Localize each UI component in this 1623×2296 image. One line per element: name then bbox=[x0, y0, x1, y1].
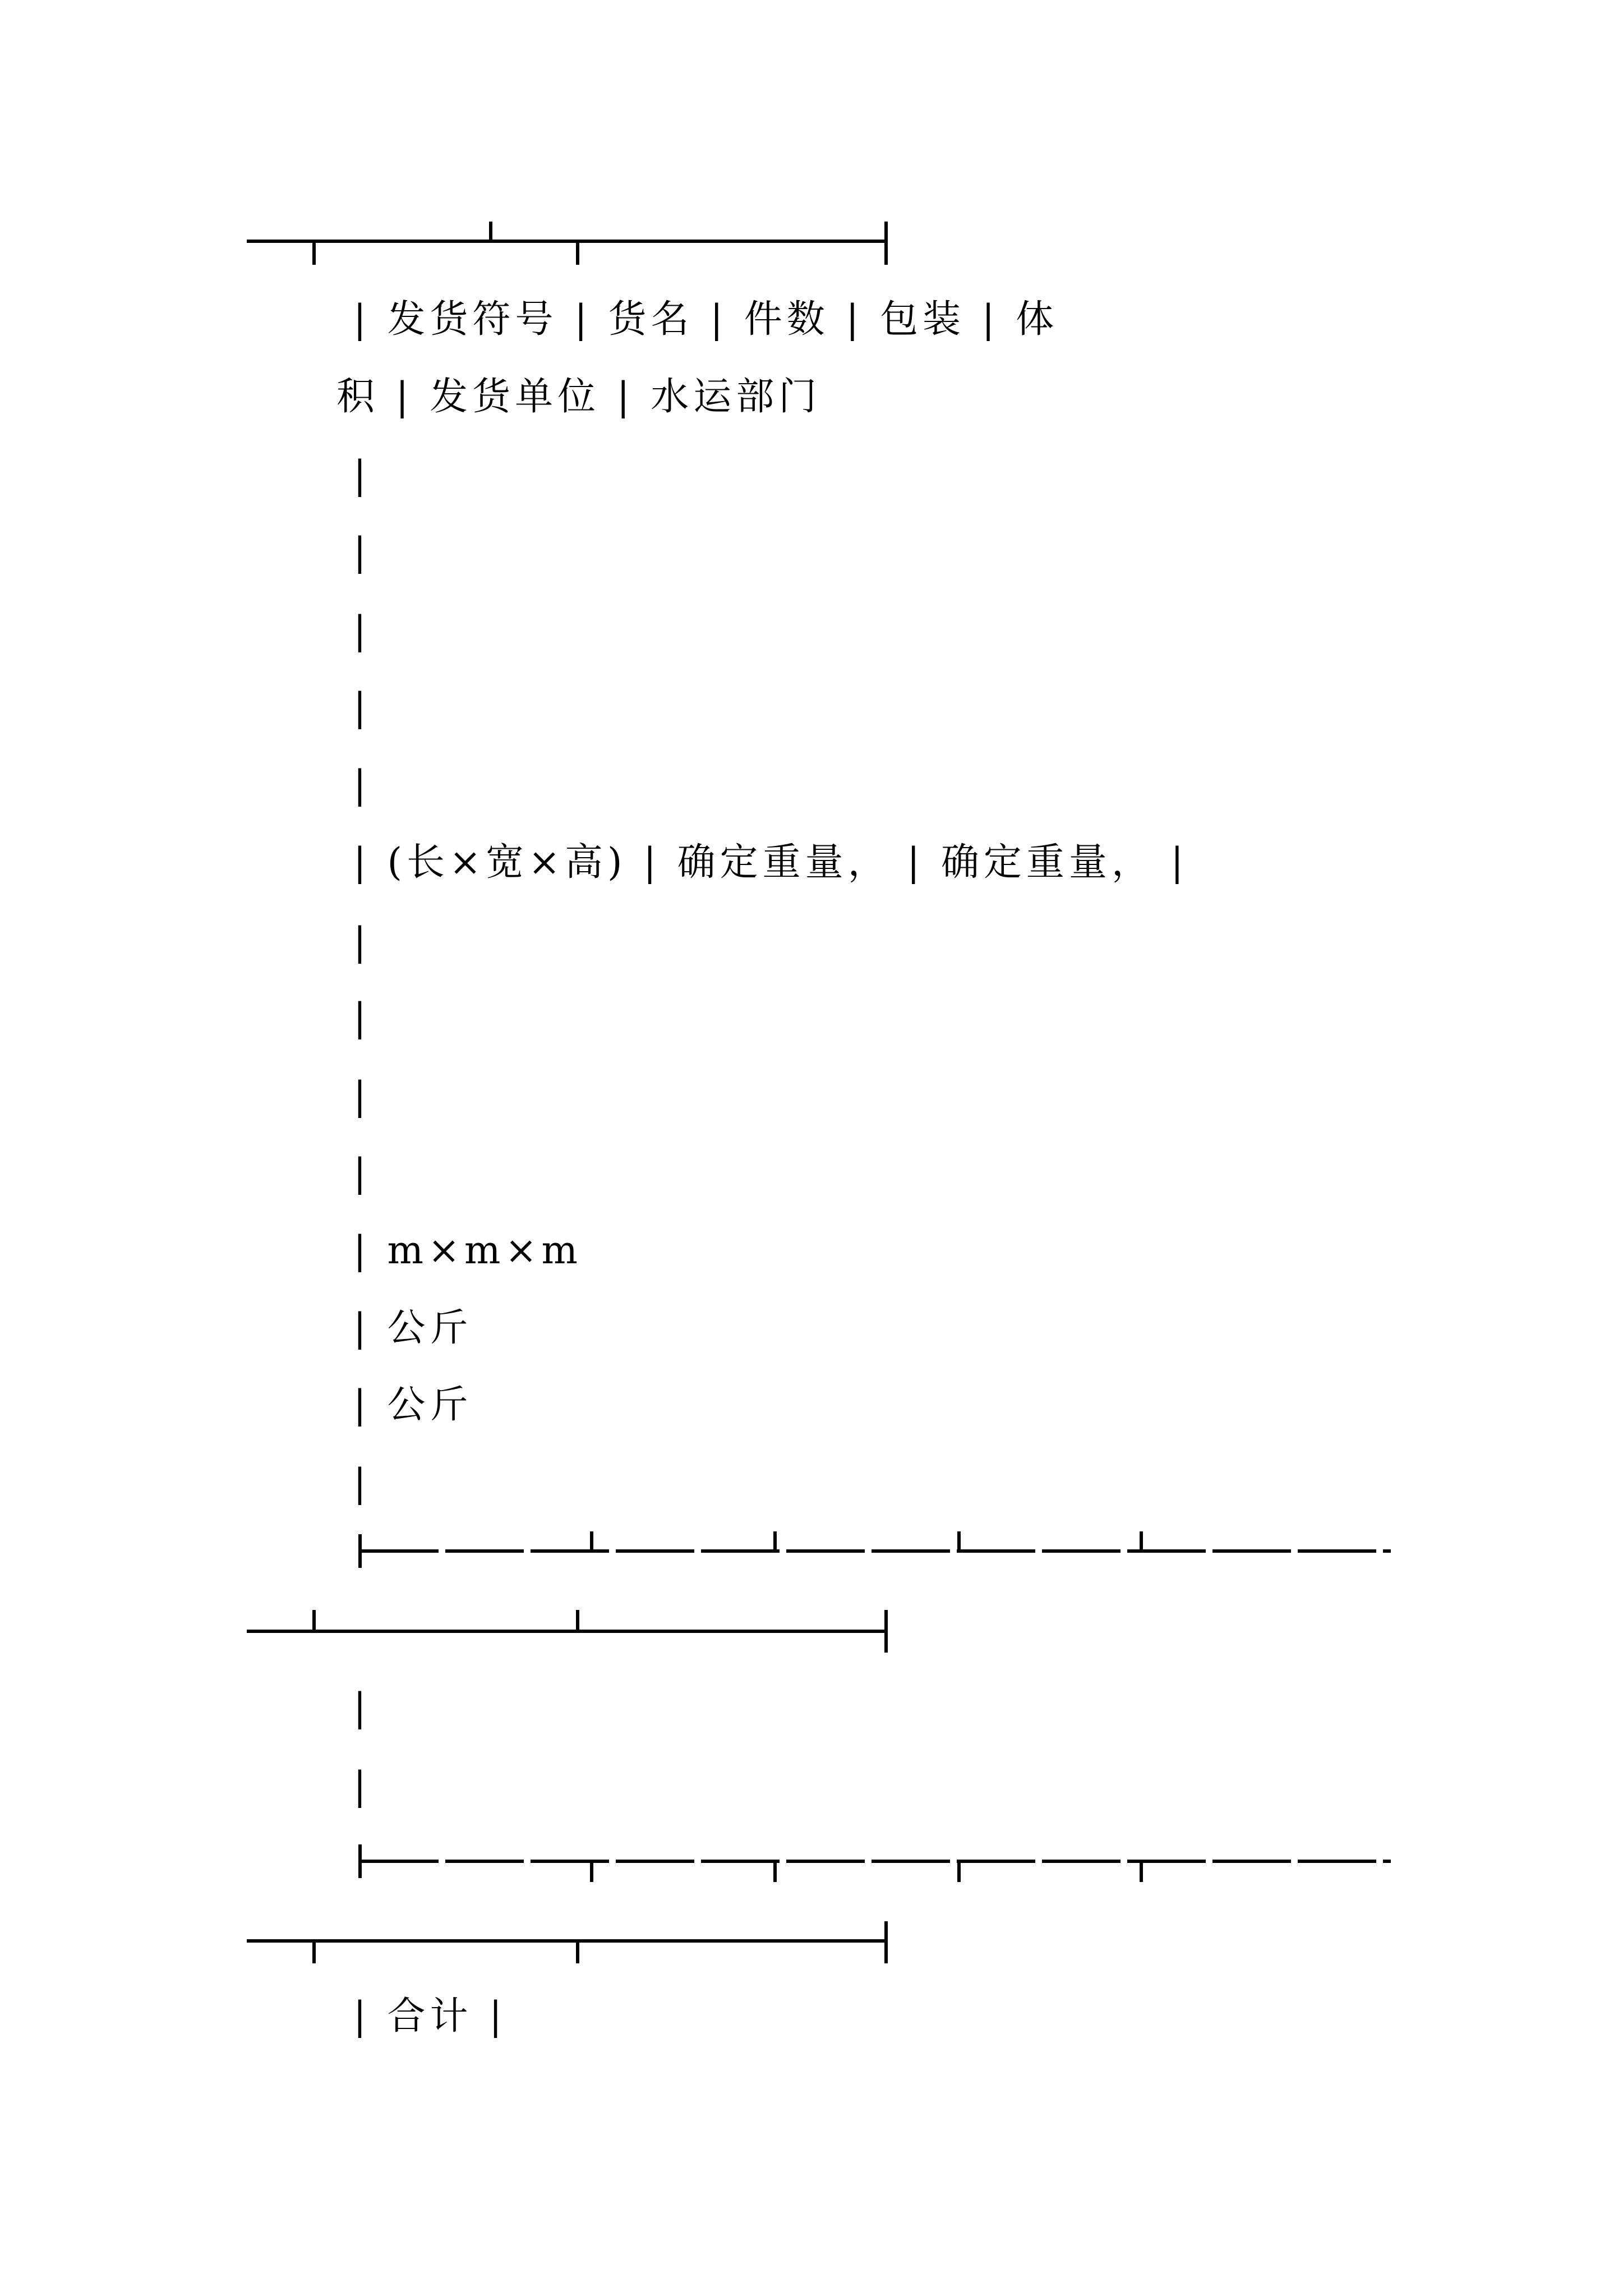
border-line: | bbox=[353, 1686, 371, 1730]
border-line: | bbox=[353, 609, 371, 653]
border-line: | bbox=[353, 1151, 371, 1195]
border-line: | bbox=[353, 763, 371, 807]
dimension-weight-line: | (长×宽×高) | 确定重量， | 确定重量， | bbox=[353, 840, 1188, 885]
border-line: | bbox=[353, 685, 371, 730]
header-line-1: | 发货符号 | 货名 | 件数 | 包装 | 体 bbox=[353, 297, 1059, 342]
total-line: | 合计 | bbox=[353, 1994, 507, 2039]
border-line: | bbox=[353, 1461, 371, 1506]
border-line: | bbox=[353, 920, 371, 964]
border-line: | bbox=[353, 1764, 371, 1809]
unit-weight-1: | 公斤 bbox=[353, 1306, 473, 1350]
border-line: | bbox=[353, 453, 371, 498]
unit-dimension: | m×m×m bbox=[353, 1228, 582, 1273]
border-line: | bbox=[353, 996, 371, 1040]
unit-weight-2: | 公斤 bbox=[353, 1383, 473, 1427]
header-line-2: 积 | 发货单位 | 水运部门 bbox=[336, 375, 822, 419]
border-line: | bbox=[353, 1074, 371, 1119]
border-line: | bbox=[353, 530, 371, 574]
